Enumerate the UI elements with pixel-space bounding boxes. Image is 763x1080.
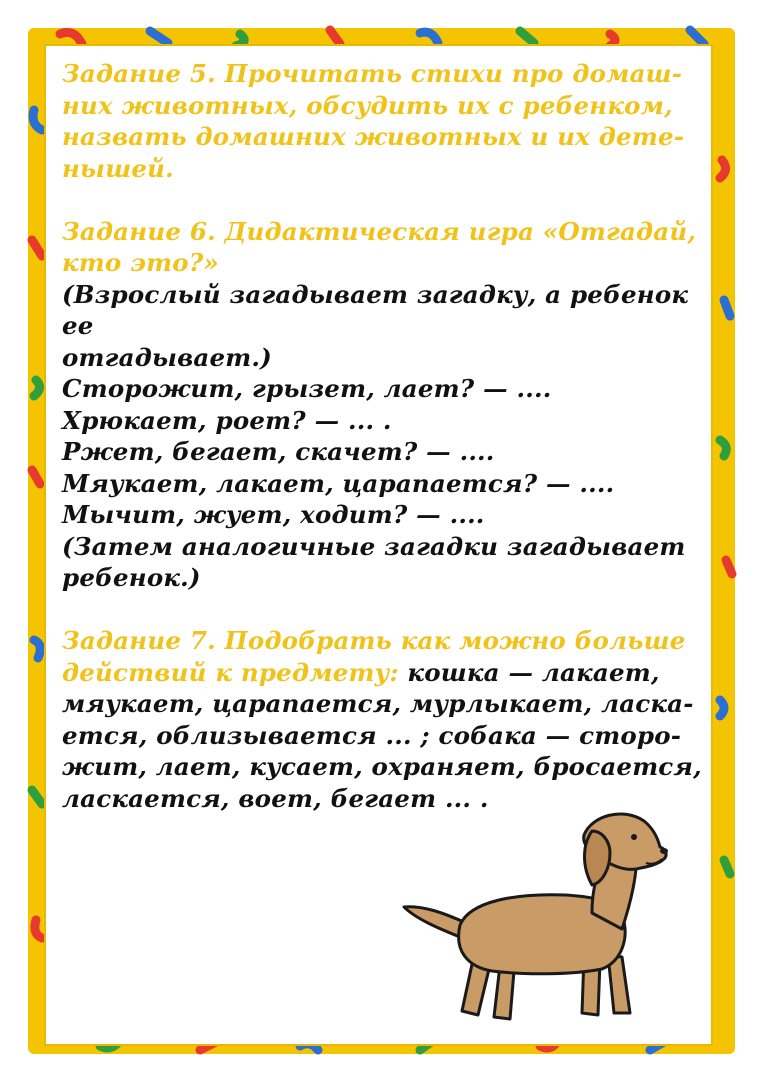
task7-title-line: Задание 7. Подобрать как можно больше xyxy=(62,626,686,655)
task6-line: (Взрослый загадывает загадку, а ребенок ее xyxy=(62,279,689,340)
task6-line: (Затем аналогичные загадки загадывает xyxy=(62,531,686,561)
task7-line: ется, облизывается ... ; собака — сторо- xyxy=(62,720,682,750)
task7-block xyxy=(62,625,702,814)
task5-line: назвать домашних животных и их дете- xyxy=(62,122,685,151)
task6-title-line: кто это?» xyxy=(62,248,219,277)
riddle-line: Хрюкает, роет? — ... . xyxy=(62,405,392,435)
task5-line: них животных, обсудить их с ребенком, xyxy=(62,90,673,120)
riddle-line: Ржет, бегает, скачет? — .... xyxy=(62,437,495,466)
task7-line: мяукает, царапается, мурлыкает, ласка- xyxy=(62,689,694,718)
dog-illustration xyxy=(396,805,676,1035)
task-text xyxy=(62,58,702,814)
riddle-line: Сторожит, грызет, лает? — .... xyxy=(62,374,552,403)
task6-block xyxy=(62,216,702,594)
riddle-line: Мяукает, лакает, царапается? — .... xyxy=(62,468,615,498)
task6-title-line: Задание 6. Дидактическая игра «Отгадай, xyxy=(62,216,697,246)
task7-title-part: действий к предмету: xyxy=(62,657,399,687)
task6-line: ребенок.) xyxy=(62,563,201,592)
task5-line: Задание 5. Прочитать стихи про домаш- xyxy=(62,59,683,88)
task5-line: нышей. xyxy=(62,153,174,183)
task7-line xyxy=(62,657,702,689)
task6-line: отгадывает.) xyxy=(62,342,272,372)
task7-line: ласкается, воет, бегает ... . xyxy=(62,783,489,813)
riddle-line: Мычит, жует, ходит? — .... xyxy=(62,500,485,529)
task5-block xyxy=(62,58,702,184)
task7-line-rest: кошка — лакает, xyxy=(398,657,660,687)
task7-line: жит, лает, кусает, охраняет, бросается, xyxy=(62,752,702,781)
